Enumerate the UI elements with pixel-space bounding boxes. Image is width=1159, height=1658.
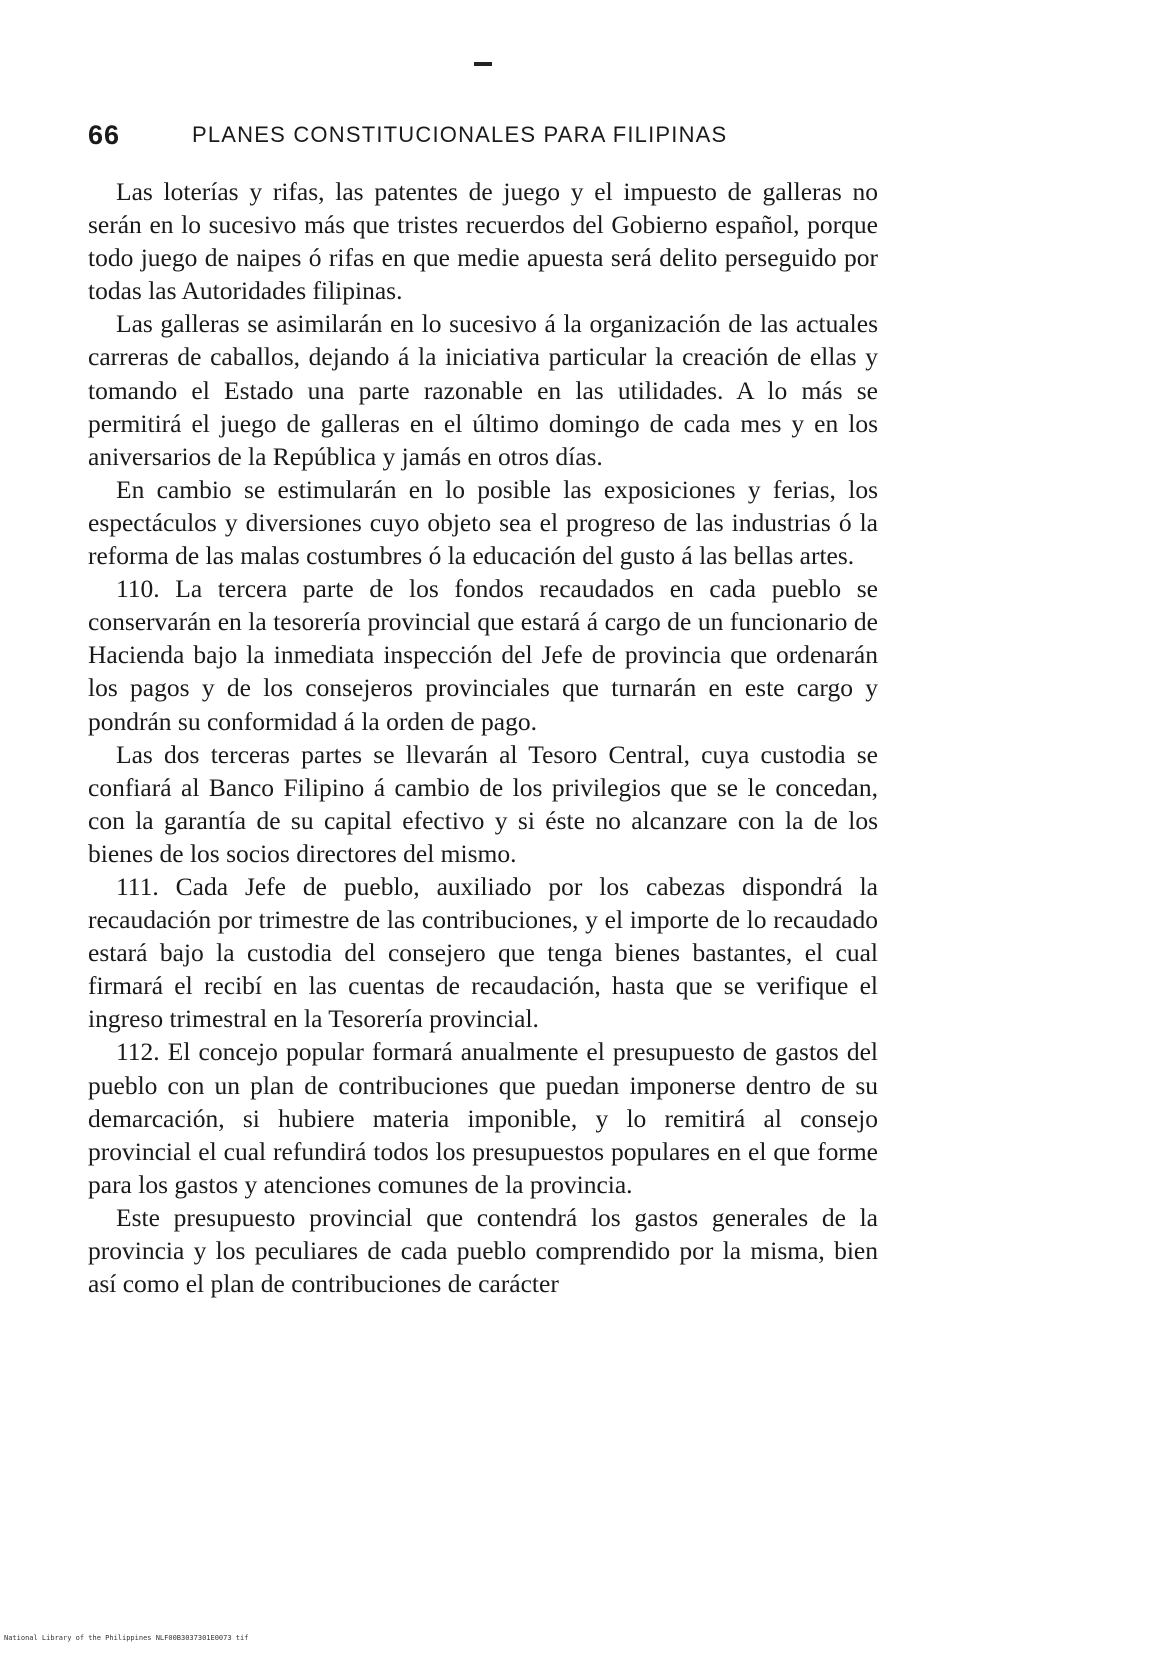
- paragraph: Las loterías y rifas, las patentes de juego y el impuesto de galleras no serán en lo sucesivo más que tristes recuerdos del Gobierno español, porque todo juego de naipes ó rifas en que medie apuesta será delito perseguido por todas las Autoridades filipinas.: [88, 177, 878, 306]
- scan-footer-note: National Library of the Philippines NLF00B3037301E0073 tif: [4, 1634, 249, 1642]
- paragraph: Este presupuesto provincial que contendrá los gastos generales de la provincia y los peculiares de cada pueblo comprendido por la misma, bien así como el plan de contribuciones de carácter: [88, 1202, 878, 1299]
- paragraph: Las dos terceras partes se llevarán al Tesoro Central, cuya custodia se confiará al Banco Filipino á cambio de los privilegios que se le concedan, con la garantía de su capital efectivo y si éste no alcanzare con la de los bienes de los socios directores del mismo.: [88, 739, 878, 868]
- paragraph: Las galleras se asimilarán en lo sucesivo á la organización de las actuales carreras de caballos, dejando á la iniciativa particular la creación de ellas y tomando el Estado una parte razonable en las utilidades. A lo más se permitirá el juego de galleras en el último domingo de cada mes y en los aniversarios de la República y jamás en otros días.: [88, 309, 878, 471]
- body-text: [88, 175, 878, 1300]
- page-header: [88, 120, 888, 160]
- running-title: PLANES CONSTITUCIONALES PARA FILIPINAS: [192, 122, 728, 147]
- paragraph: 111. Cada Jefe de pueblo, auxiliado por los cabezas dispondrá la recaudación por trimestre de las contribuciones, y el importe de lo recaudado estará bajo la custodia del consejero que tenga bienes bastantes, el cual firmará el recibí en las cuentas de recaudación, hasta que se verifique el ingreso trimestral en la Tesorería provincial.: [88, 871, 878, 1034]
- page-number: 66: [88, 120, 121, 150]
- paragraph: 110. La tercera parte de los fondos recaudados en cada pueblo se conservarán en la tesorería provincial que estará á cargo de un funcionario de Hacienda bajo la inmediata inspección del Jefe de provincia que ordenarán los pagos y de los consejeros provinciales que turnarán en este cargo y pondrán su conformidad á la orden de pago.: [88, 574, 878, 736]
- paragraph: 112. El concejo popular formará anualmente el presupuesto de gastos del pueblo con un plan de contribuciones que puedan imponerse dentro de su demarcación, si hubiere materia imponible, y lo remitirá al consejo provincial el cual refundirá todos los presupuestos populares en el que forme para los gastos y atenciones comunes de la provincia.: [88, 1037, 878, 1199]
- page-top-mark: [474, 62, 492, 66]
- paragraph: En cambio se estimularán en lo posible las exposiciones y ferias, los espectáculos y diversiones cuyo objeto sea el progreso de las industrias ó la reforma de las malas costumbres ó la educación del gusto á las bellas artes.: [88, 474, 878, 571]
